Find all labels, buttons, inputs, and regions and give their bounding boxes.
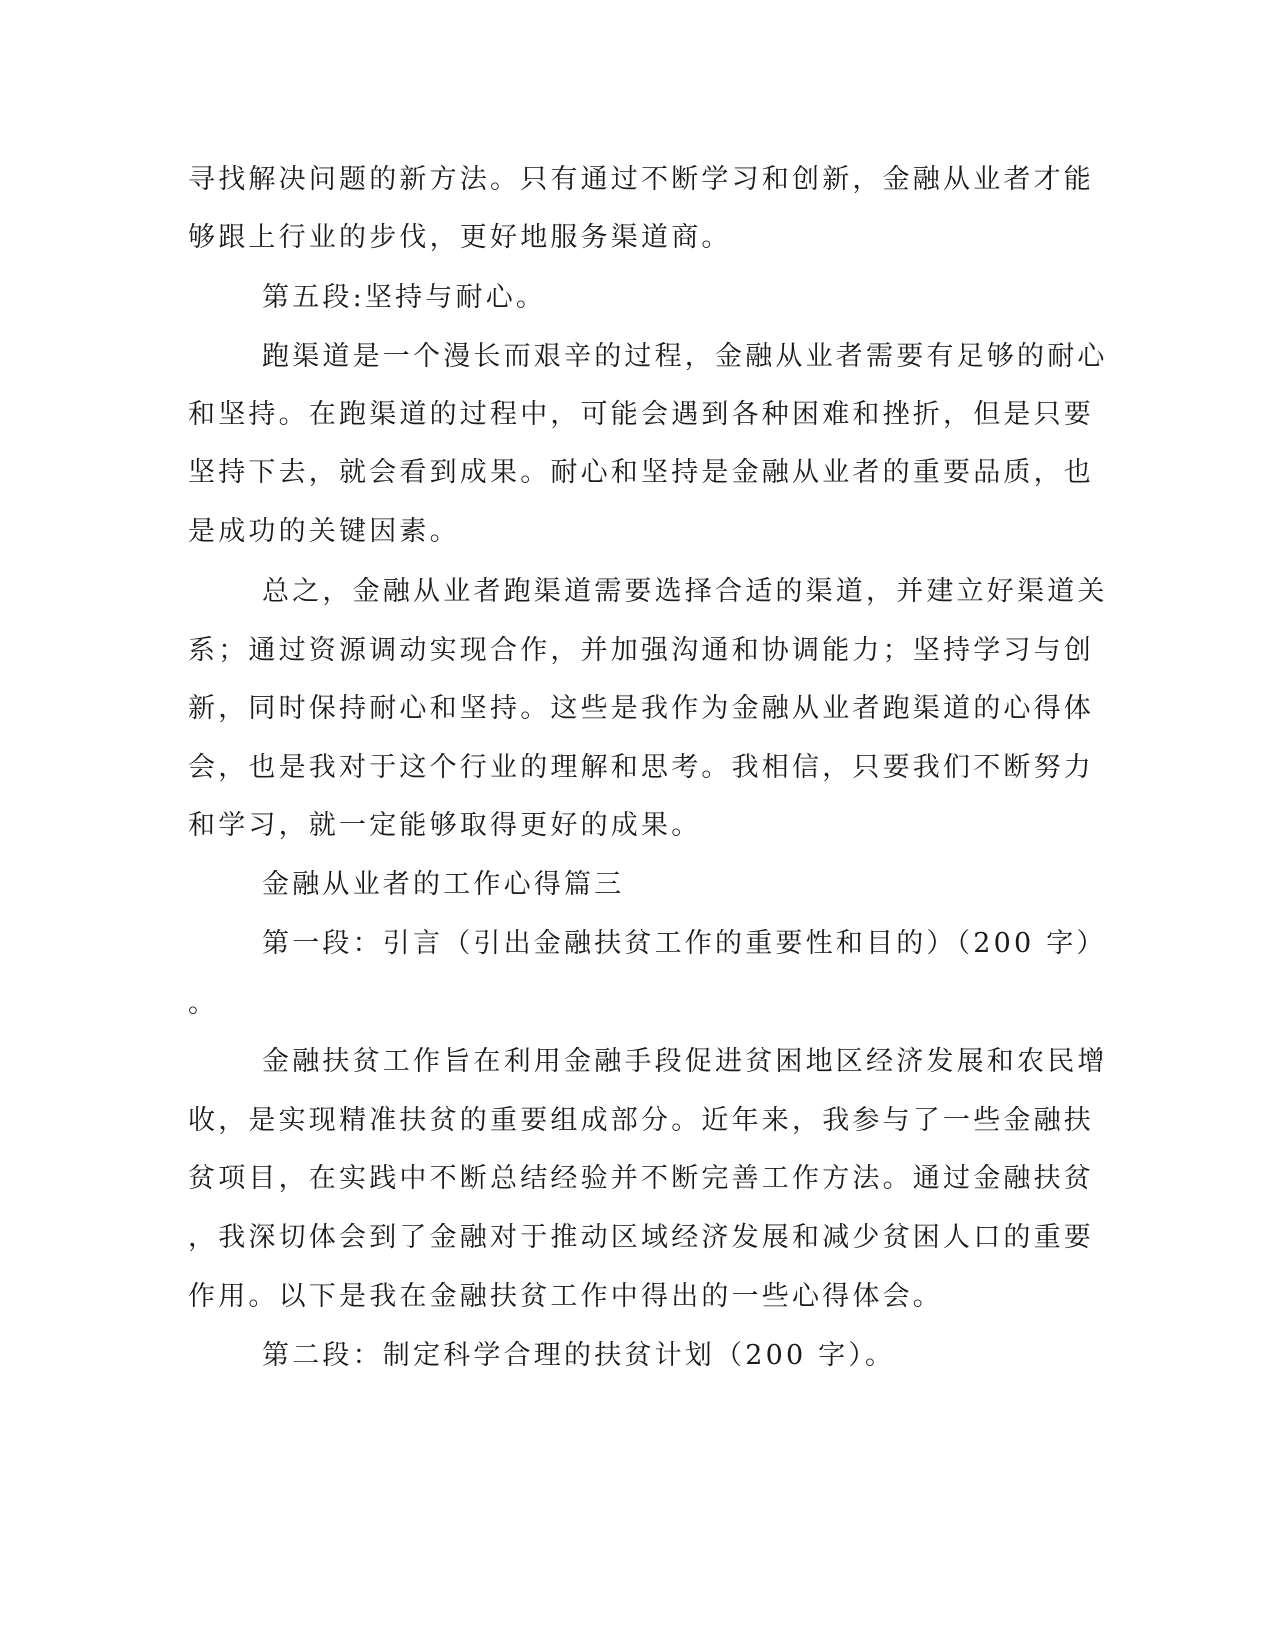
paragraph-line: 新，同时保持耐心和坚持。这些是我作为金融从业者跑渠道的心得体 [188,693,1094,724]
paragraph-line: ，我深切体会到了金融对于推动区域经济发展和减少贫困人口的重要 [188,1222,1094,1253]
paragraph-line: 。 [188,988,219,1019]
paragraph-line: 够跟上行业的步伐，更好地服务渠道商。 [188,222,732,253]
paragraph-line: 收，是实现精准扶贫的重要组成部分。近年来，我参与了一些金融扶 [188,1105,1094,1136]
article-title: 金融从业者的工作心得篇三 [262,869,625,900]
paragraph-line: 总之，金融从业者跑渠道需要选择合适的渠道，并建立好渠道关 [262,576,1108,607]
paragraph-line: 系；通过资源调动实现合作，并加强沟通和协调能力；坚持学习与创 [188,635,1094,666]
section-heading: 第二段：制定科学合理的扶贫计划（200 字）。 [262,1340,896,1371]
paragraph-line: 会，也是我对于这个行业的理解和思考。我相信，只要我们不断努力 [188,752,1094,783]
paragraph-line: 和坚持。在跑渠道的过程中，可能会遇到各种困难和挫折，但是只要 [188,399,1094,430]
paragraph-line: 是成功的关键因素。 [188,516,460,547]
paragraph-line: 坚持下去，就会看到成果。耐心和坚持是金融从业者的重要品质，也 [188,457,1094,488]
paragraph-line: 和学习，就一定能够取得更好的成果。 [188,810,702,841]
section-heading: 第一段：引言（引出金融扶贫工作的重要性和目的）（200 字） [262,928,1107,959]
paragraph-line: 贫项目，在实践中不断总结经验并不断完善工作方法。通过金融扶贫 [188,1163,1094,1194]
section-heading: 第五段:坚持与耐心。 [262,282,547,313]
paragraph-line: 金融扶贫工作旨在利用金融手段促进贫困地区经济发展和农民增 [262,1046,1108,1077]
paragraph-line: 跑渠道是一个漫长而艰辛的过程，金融从业者需要有足够的耐心 [262,341,1108,372]
paragraph-line: 作用。以下是我在金融扶贫工作中得出的一些心得体会。 [188,1281,943,1312]
paragraph-line: 寻找解决问题的新方法。只有通过不断学习和创新，金融从业者才能 [188,164,1094,195]
